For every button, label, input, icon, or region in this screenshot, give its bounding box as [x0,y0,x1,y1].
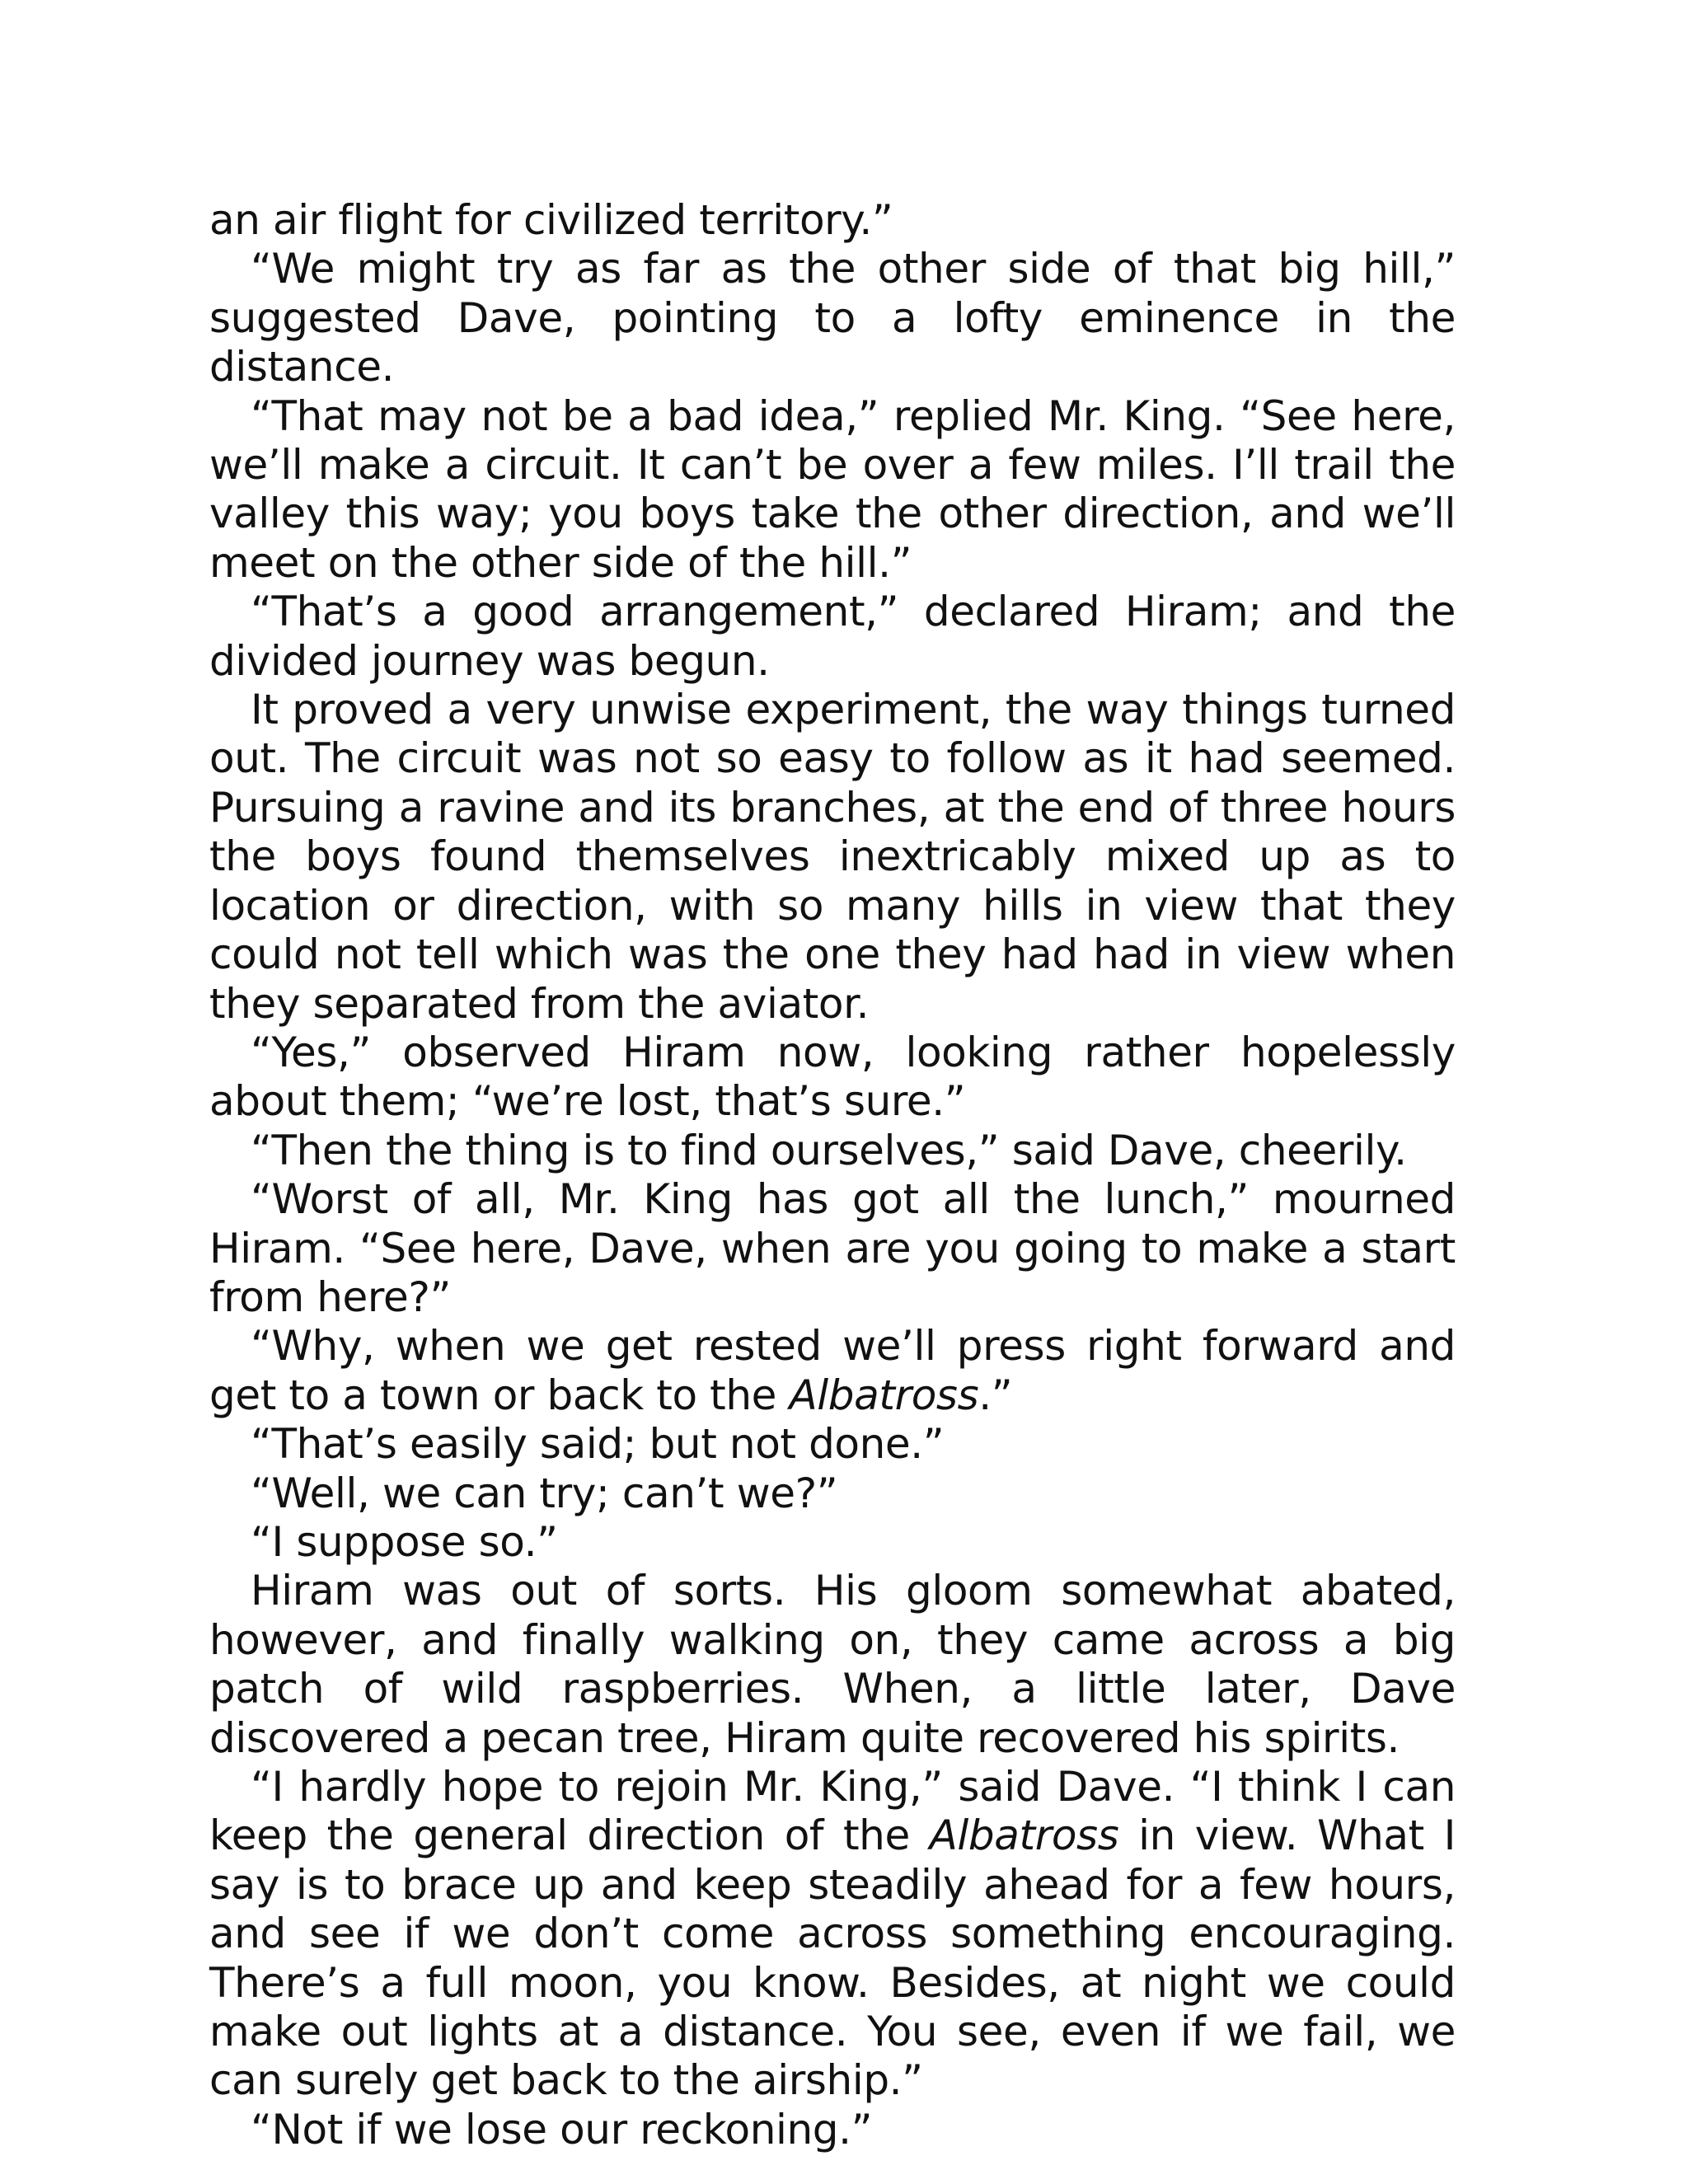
book-page-body [209,196,1456,2154]
ship-name-albatross: Albatross [929,1811,1119,1860]
paragraph-9-text-a: “Why, when we get rested we’ll press right forward and get to a town or back to the [209,1322,1456,1419]
paragraph-3-text: “That may not be a bad idea,” replied Mr. King. “See here, we’ll make a circuit. It can’t be over a few miles. I’ll trail the valley this way; you boys take the other direction, and we’ll meet on the other side of the hill.” [209,391,1456,587]
paragraph-1-text: an air flight for civilized territory.” [209,196,893,244]
paragraph-10-text: “That’s easily said; but not done.” [251,1420,945,1469]
paragraph-14 [209,1763,1456,2106]
paragraph-3 [209,392,1456,588]
paragraph-15-text: “Not if we lose our reckoning.” [251,2105,873,2154]
paragraph-10 [209,1420,1456,1469]
paragraph-8 [209,1175,1456,1322]
paragraph-6-text: “Yes,” observed Hiram now, looking rather hopelessly about them; “we’re lost, that’s sure.” [209,1028,1456,1126]
ship-name-albatross: Albatross [789,1371,979,1419]
paragraph-4-text: “That’s a good arrangement,” declared Hiram; and the divided journey was begun. [209,588,1456,685]
paragraph-1 [209,196,1456,245]
paragraph-13 [209,1567,1456,1763]
paragraph-9-text-b: .” [978,1371,1013,1419]
paragraph-2-text: “We might try as far as the other side of that big hill,” suggested Dave, pointing to a lofty eminence in the distance. [209,245,1456,391]
paragraph-5-text: It proved a very unwise experiment, the way things turned out. The circuit was not so easy to follow as it had seemed. Pursuing a ravine and its branches, at the end of three hours the boys found themselves inextricably mixed up as to location or direction, with so many hills in view that they could not tell which was the one they had had in view when they separated from the aviator. [209,686,1456,1028]
paragraph-15 [209,2106,1456,2154]
paragraph-9 [209,1322,1456,1420]
paragraph-11 [209,1469,1456,1518]
paragraph-13-text: Hiram was out of sorts. His gloom somewhat abated, however, and finally walking on, they came across a big patch of wild raspberries. When, a little later, Dave discovered a pecan tree, Hiram quite recovered his spirits. [209,1567,1456,1762]
paragraph-5 [209,686,1456,1029]
paragraph-11-text: “Well, we can try; can’t we?” [251,1469,838,1517]
paragraph-6 [209,1029,1456,1127]
paragraph-14-text-a: “I hardly hope to rejoin Mr. King,” said Dave. “I think I can keep the general direction of the [209,1763,1456,1860]
paragraph-7-text: “Then the thing is to find ourselves,” said Dave, cheerily. [251,1126,1407,1174]
paragraph-7 [209,1127,1456,1175]
paragraph-12 [209,1518,1456,1567]
paragraph-2 [209,245,1456,391]
paragraph-4 [209,588,1456,686]
paragraph-12-text: “I suppose so.” [251,1517,558,1566]
paragraph-8-text: “Worst of all, Mr. King has got all the lunch,” mourned Hiram. “See here, Dave, when are you going to make a start from here?” [209,1175,1456,1321]
paragraph-14-text-b: in view. What I say is to brace up and keep steadily ahead for a few hours, and see if we don’t come across something encouraging. There’s a full moon, you know. Besides, at night we could make out lights at a distance. You see, even if we fail, we can surely get back to the airship.” [209,1811,1456,2105]
